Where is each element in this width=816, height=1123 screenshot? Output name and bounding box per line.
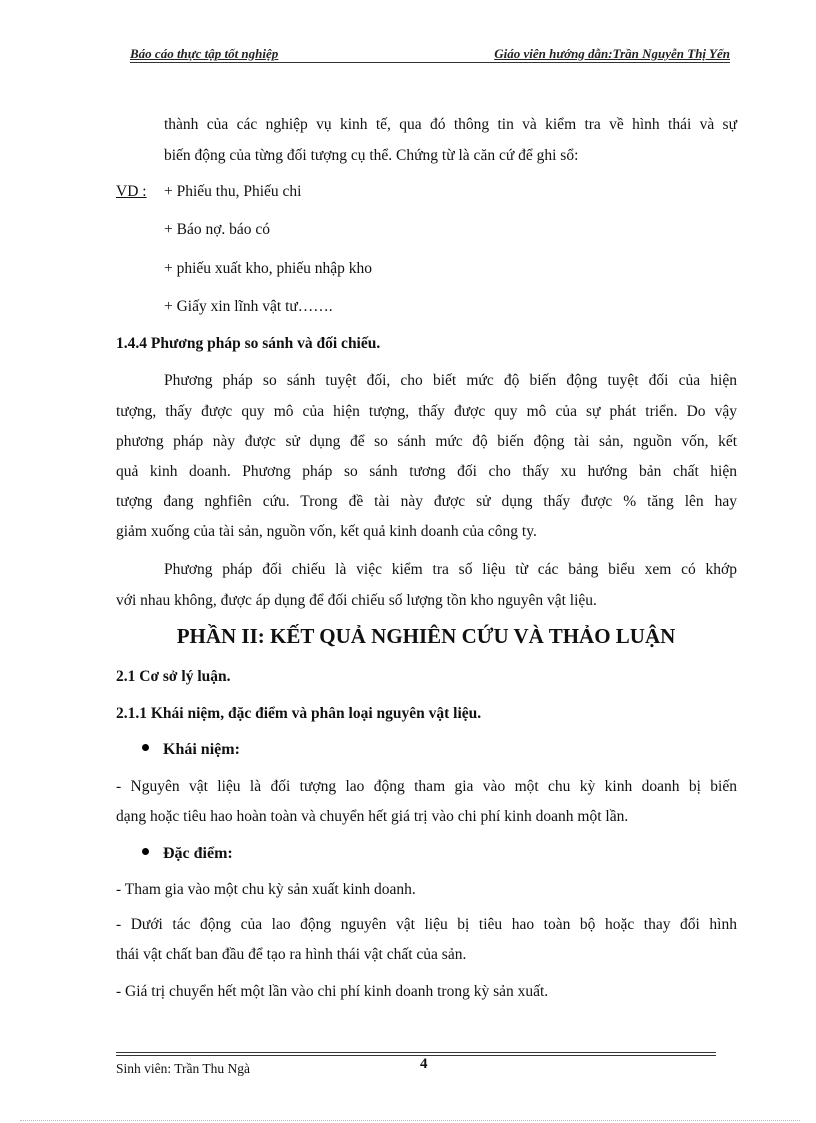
para1-line-5: tượng đang nghfiên cứu. Trong đề tài này được sử dụng thấy được % tăng lên hay (116, 493, 737, 510)
para2-line-1: Phương pháp đối chiếu là việc kiểm tra số liệu từ các bảng biểu xem có khớp (164, 561, 737, 578)
para1-line-1: Phương pháp so sánh tuyệt đối, cho biết mức độ biến động tuyệt đối của hiện (164, 372, 737, 389)
header-report-title: Báo cáo thực tập tốt nghiệp (130, 46, 279, 61)
para1-line-3: phương pháp này được sử dụng để so sánh mức độ biến động tài sản, nguồn vốn, kết (116, 433, 737, 450)
footer-divider-bottom (116, 1055, 716, 1056)
para1-line-4: quả kinh doanh. Phương pháp so sánh tương đối cho thấy xu hướng bản chất hiện (116, 463, 737, 480)
para2-line-2: với nhau không, được áp dụng để đối chiếu số lượng tồn kho nguyên vật liệu. (116, 592, 597, 609)
page-header (130, 46, 730, 66)
concept-line-2: dạng hoặc tiêu hao hoàn toàn và chuyển hết giá trị vào chi phí kinh doanh một lần. (116, 808, 629, 825)
bullet-feature-label: Đặc điểm: (163, 845, 233, 862)
vd-item-3: + phiếu xuất kho, phiếu nhập kho (164, 260, 373, 277)
feature-line-2: - Dưới tác động của lao động nguyên vật liệu bị tiêu hao toàn bộ hoặc thay đổi hình (116, 916, 737, 933)
intro-line-2: biến động của từng đối tượng cụ thể. Chứng từ là căn cứ để ghi sổ: (164, 147, 579, 164)
vd-item-2: + Báo nợ. báo có (164, 221, 271, 238)
header-divider (130, 62, 730, 63)
footer-divider-top (116, 1052, 716, 1053)
para1-line-2: tượng, thấy được quy mô của hiện tượng, thấy được quy mô của sự phát triển. Do vậy (116, 403, 737, 420)
bullet-concept-label: Khái niệm: (163, 741, 240, 758)
vd-label: VD : (116, 183, 147, 200)
para1-line-6: giảm xuống của tài sản, nguồn vốn, kết quả kinh doanh của công ty. (116, 523, 537, 540)
footer-student: Sinh viên: Trần Thu Ngà (116, 1061, 251, 1076)
heading-1-4-4: 1.4.4 Phương pháp so sánh và đối chiếu. (116, 335, 381, 352)
header-supervisor: Giáo viên hướng dẫn:Trần Nguyễn Thị Yến (494, 46, 730, 61)
page-number: 4 (420, 1056, 428, 1072)
vd-item-1: + Phiếu thu, Phiếu chi (164, 183, 302, 200)
feature-line-1: - Tham gia vào một chu kỳ sản xuất kinh doanh. (116, 881, 416, 898)
bullet-dot-icon (142, 848, 149, 855)
bullet-concept (142, 739, 240, 761)
bullet-feature (142, 843, 233, 865)
part-2-title: PHẦN II: KẾT QUẢ NGHIÊN CỨU VÀ THẢO LUẬN (176, 624, 676, 648)
feature-line-3: thái vật chất ban đầu để tạo ra hình thái vật chất của sản. (116, 946, 467, 963)
heading-2-1-1: 2.1.1 Khái niệm, đặc điểm và phân loại nguyên vật liệu. (116, 705, 482, 722)
intro-line-1: thành của các nghiệp vụ kinh tế, qua đó thông tin và kiểm tra về hình thái và sự (164, 116, 737, 133)
feature-line-4: - Giá trị chuyển hết một lần vào chi phí kinh doanh trong kỳ sản xuất. (116, 983, 549, 1000)
page-bottom-border (20, 1120, 800, 1121)
vd-item-4: + Giấy xin lĩnh vật tư……. (164, 298, 333, 315)
concept-line-1: - Nguyên vật liệu là đối tượng lao động tham gia vào một chu kỳ kinh doanh bị biến (116, 778, 737, 795)
heading-2-1: 2.1 Cơ sở lý luận. (116, 668, 231, 685)
bullet-dot-icon (142, 744, 149, 751)
